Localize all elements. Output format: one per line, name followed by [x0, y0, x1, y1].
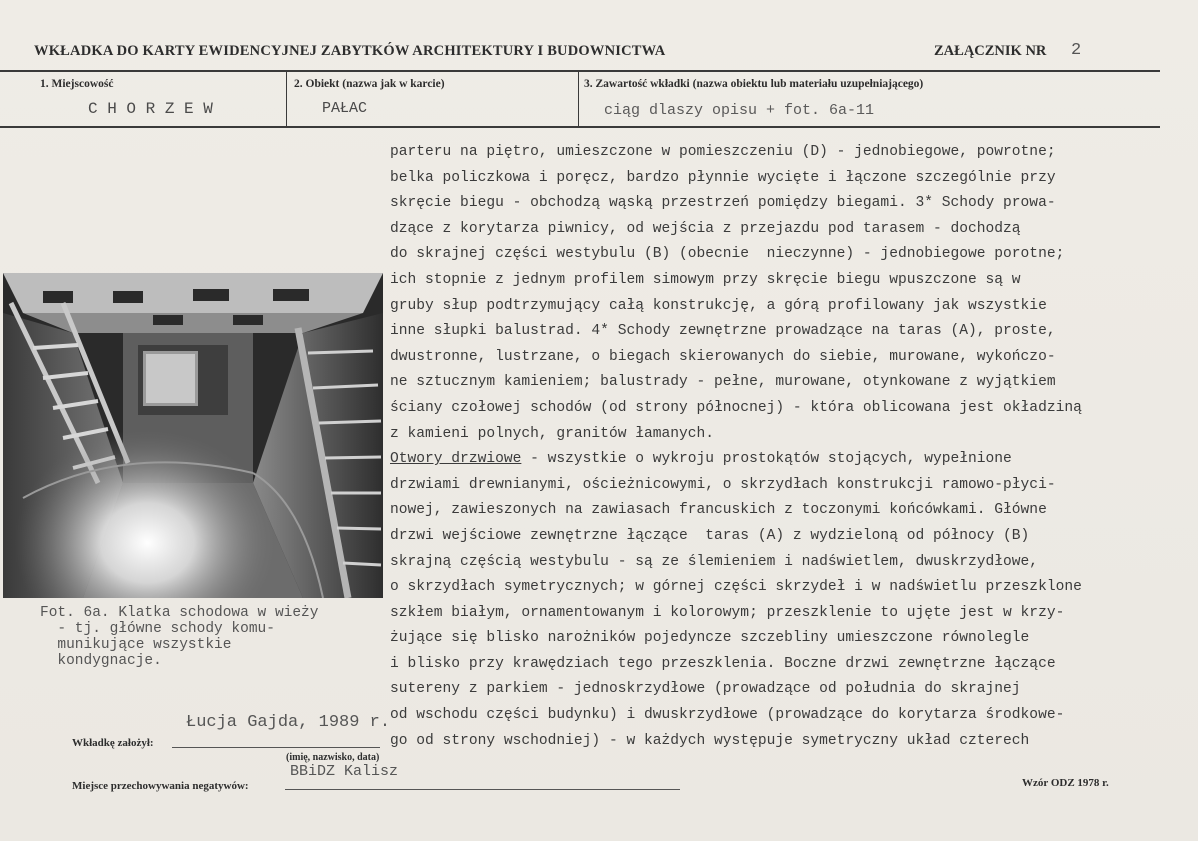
staircase-photo — [3, 273, 383, 598]
body-line: gruby słup podtrzymujący całą konstrukcję, a górą profilowany jak wszystkie — [390, 297, 1047, 314]
body-line: żujące się blisko narożników pojedyncze szczebliny umieszczone równolegle — [390, 630, 1030, 647]
body-line: sutereny z parkiem - jednoskrzydłowe (prowadzące od południa do skrajnej — [390, 681, 1021, 698]
founder-hint: (imię, nazwisko, data) — [286, 752, 380, 763]
negatives-label: Miejsce przechowywania negatywów: — [72, 780, 249, 792]
founder-label: Wkładkę założył: — [72, 737, 154, 749]
body-line: inne słupki balustrad. 4* Schody zewnętrzne prowadzące na taras (A), proste, — [390, 323, 1056, 340]
founder-value: Łucja Gajda, 1989 r. — [186, 713, 391, 732]
contents-label: 3. Zawartość wkładki (nazwa obiektu lub materiału uzupełniającego) — [584, 78, 924, 90]
body-line: go od strony wschodniej) - w każdych występuje symetryczny układ czterech — [390, 732, 1030, 749]
negatives-value: BBiDZ Kalisz — [290, 763, 399, 780]
doors-first-line — [390, 447, 1190, 473]
header-rule — [0, 70, 1160, 72]
body-line: dzące z korytarza piwnicy, od wejścia z przejazdu pod tarasem - dochodzą — [390, 220, 1021, 237]
body-line: dwustronne, lustrzane, o biegach skierowanych do siebie, murowane, wykończo- — [390, 348, 1056, 365]
body-line: skrajną częścią westybulu - są ze ślemieniem i nadświetlem, dwuskrzydłowe, — [390, 553, 1039, 570]
doors-first-line-text: - wszystkie o wykroju prostokątów stojących, wypełnione — [521, 451, 1012, 468]
form-id: Wzór ODZ 1978 r. — [1022, 777, 1109, 789]
body-line: skręcie biegu - obchodzą wąską przestrzeń pomiędzy biegami. 3* Schody prowa- — [390, 195, 1056, 212]
founder-line — [172, 747, 380, 748]
body-line: od wschodu części budynku) i dwuskrzydłowe (prowadzące do korytarza środkowe- — [390, 707, 1065, 724]
doors-heading: Otwory drzwiowe — [390, 451, 522, 468]
caption-line: kondygnacje. — [40, 653, 162, 669]
field-divider-1 — [286, 71, 287, 126]
body-line: o skrzydłach symetrycznych; w górnej części skrzydeł i w nadświetlu przeszklone — [390, 579, 1082, 596]
object-value: PAŁAC — [322, 100, 368, 117]
contents-value: ciąg dlaszy opisu + fot. 6a-11 — [604, 102, 875, 119]
fields-bottom-rule — [0, 126, 1160, 128]
body-line: ich stopnie z jednym profilem simowym przy skręcie biegu wpuszczone są w — [390, 271, 1021, 288]
caption-line: - tj. główne schody komu- — [40, 621, 275, 637]
object-label: 2. Obiekt (nazwa jak w karcie) — [294, 78, 445, 90]
field-divider-2 — [578, 71, 579, 126]
body-line: nowej, zawieszonych na zawiasach francuskich z toczonymi końcówkami. Główne — [390, 502, 1047, 519]
caption-line: munikujące wszystkie — [40, 637, 232, 653]
annex-label: ZAŁĄCZNIK NR — [934, 43, 1047, 59]
body-line: belka policzkowa i poręcz, bardzo płynnie wycięte i łączone szczególnie przy — [390, 169, 1056, 186]
body-line: i blisko przy krawędziach tego przeszklenia. Boczne drzwi zewnętrzne łączące — [390, 655, 1056, 672]
staircase-photo-drawing — [3, 273, 383, 598]
body-line: drzwiami drewnianymi, ościeżnicowymi, o skrzydłach konstrukcji ramowo-płyci- — [390, 476, 1056, 493]
annex-number: 2 — [1071, 41, 1082, 60]
body-line: ściany czołowej schodów (od strony północnej) - która oblicowana jest okładziną — [390, 399, 1082, 416]
locality-value: C H O R Z E W — [88, 100, 213, 118]
form-title: WKŁADKA DO KARTY EWIDENCYJNEJ ZABYTKÓW ARCHITEKTURY I BUDOWNICTWA — [34, 43, 666, 59]
body-line: do skrajnej części westybulu (B) (obecnie nieczynne) - jednobiegowe porotne; — [390, 246, 1065, 263]
body-line: ne sztucznym kamieniem; balustrady - pełne, murowane, otynkowane z wyjątkiem — [390, 374, 1056, 391]
description-text — [390, 140, 1190, 754]
body-line: parteru na piętro, umieszczone w pomieszczeniu (D) - jednobiegowe, powrotne; — [390, 144, 1056, 160]
body-line: z kamieni polnych, granitów łamanych. — [390, 425, 715, 442]
caption-line: Fot. 6a. Klatka schodowa w wieży — [40, 605, 319, 621]
body-line: szkłem białym, ornamentowanym i kolorowym; przeszklenie to ujęte jest w krzy- — [390, 604, 1065, 621]
body-line: drzwi wejściowe zewnętrzne łączące taras (A) z wydzieloną od północy (B) — [390, 527, 1030, 544]
photo-caption — [40, 605, 380, 669]
negatives-line — [285, 789, 680, 790]
locality-label: 1. Miejscowość — [40, 78, 114, 90]
